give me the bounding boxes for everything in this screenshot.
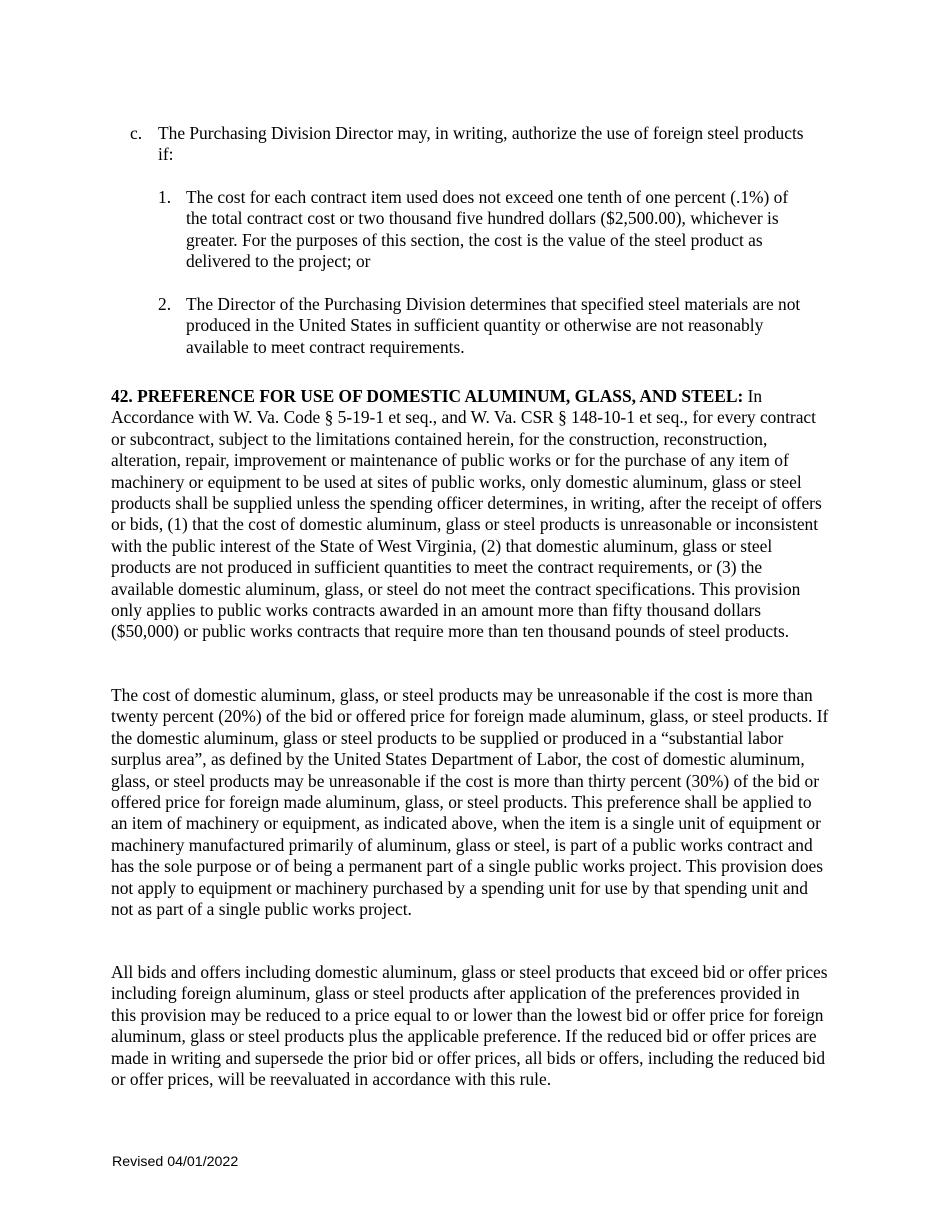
list-subitem-1	[158, 187, 808, 273]
list-subitem-1-text: The cost for each contract item used does not exceed one tenth of one percent (.1%) of the total contract cost or two thousand five hundred dollars ($2,500.00), whichever is greater. For the purposes of this section, the cost is the value of the steel product as delivered to the project; or	[186, 187, 789, 272]
section-42-paragraph-2: The cost of domestic aluminum, glass, or steel products may be unreasonable if the cost is more than twenty percent (20%) of the bid or offered price for foreign made aluminum, glass, or steel products. If the domestic aluminum, glass or steel products to be supplied or produced in a “substantial labor surplus area”, as defined by the United States Department of Labor, the cost of domestic aluminum, glass, or steel products may be unreasonable if the cost is more than thirty percent (30%) of the bid or offered price for foreign made aluminum, glass, or steel products. This preference shall be applied to an item of machinery or equipment, as indicated above, when the item is a single unit of equipment or machinery manufactured primarily of aluminum, glass or steel, is part of a public works contract and has the sole purpose or of being a permanent part of a single public works project. This provision does not apply to equipment or machinery purchased by a spending unit for use by that spending unit and not as part of a single public works project.	[111, 685, 829, 920]
list-subitem-2-text: The Director of the Purchasing Division determines that specified steel materials are not produced in the United States in sufficient quantity or otherwise are not reasonably available to meet contract requirements.	[186, 294, 801, 357]
section-42-paragraph-3: All bids and offers including domestic aluminum, glass or steel products that exceed bid or offer prices including foreign aluminum, glass or steel products after application of the preferences provided in this provision may be reduced to a price equal to or lower than the lowest bid or offer price for foreign aluminum, glass or steel products plus the applicable preference. If the reduced bid or offer prices are made in writing and supersede the prior bid or offer prices, all bids or offers, including the reduced bid or offer prices, will be reevaluated in accordance with this rule.	[111, 962, 828, 1090]
section-42-paragraph	[111, 386, 829, 643]
list-marker-1: 1.	[158, 187, 172, 207]
list-marker-c: c.	[130, 123, 143, 143]
list-item-c-text: The Purchasing Division Director may, in writing, authorize the use of foreign steel products if:	[158, 123, 804, 165]
list-subitem-2	[158, 294, 808, 358]
section-42-body: In Accordance with W. Va. Code § 5-19-1 et seq., and W. Va. CSR § 148-10-1 et seq., for every contract or subcontract, subject to the limitations contained herein, for the construction, reconstruction, alteration, repair, improvement or maintenance of public works or for the purchase of any item of machinery or equipment to be used at sites of public works, only domestic aluminum, glass or steel products shall be supplied unless the spending officer determines, in writing, after the receipt of offers or bids, (1) that the cost of domestic aluminum, glass or steel products is unreasonable or inconsistent with the public interest of the State of West Virginia, (2) that domestic aluminum, glass or steel products are not produced in sufficient quantities to meet the contract requirements, or (3) the available domestic aluminum, glass, or steel do not meet the contract specifications. This provision only applies to public works contracts awarded in an amount more than fifty thousand dollars ($50,000) or public works contracts that require more than ten thousand pounds of steel products.	[111, 386, 822, 642]
list-marker-2: 2.	[158, 294, 172, 314]
revised-date-footer: Revised 04/01/2022	[112, 1154, 239, 1170]
section-42-heading: 42. PREFERENCE FOR USE OF DOMESTIC ALUMINUM, GLASS, AND STEEL:	[111, 386, 744, 406]
list-item-c	[130, 123, 810, 166]
